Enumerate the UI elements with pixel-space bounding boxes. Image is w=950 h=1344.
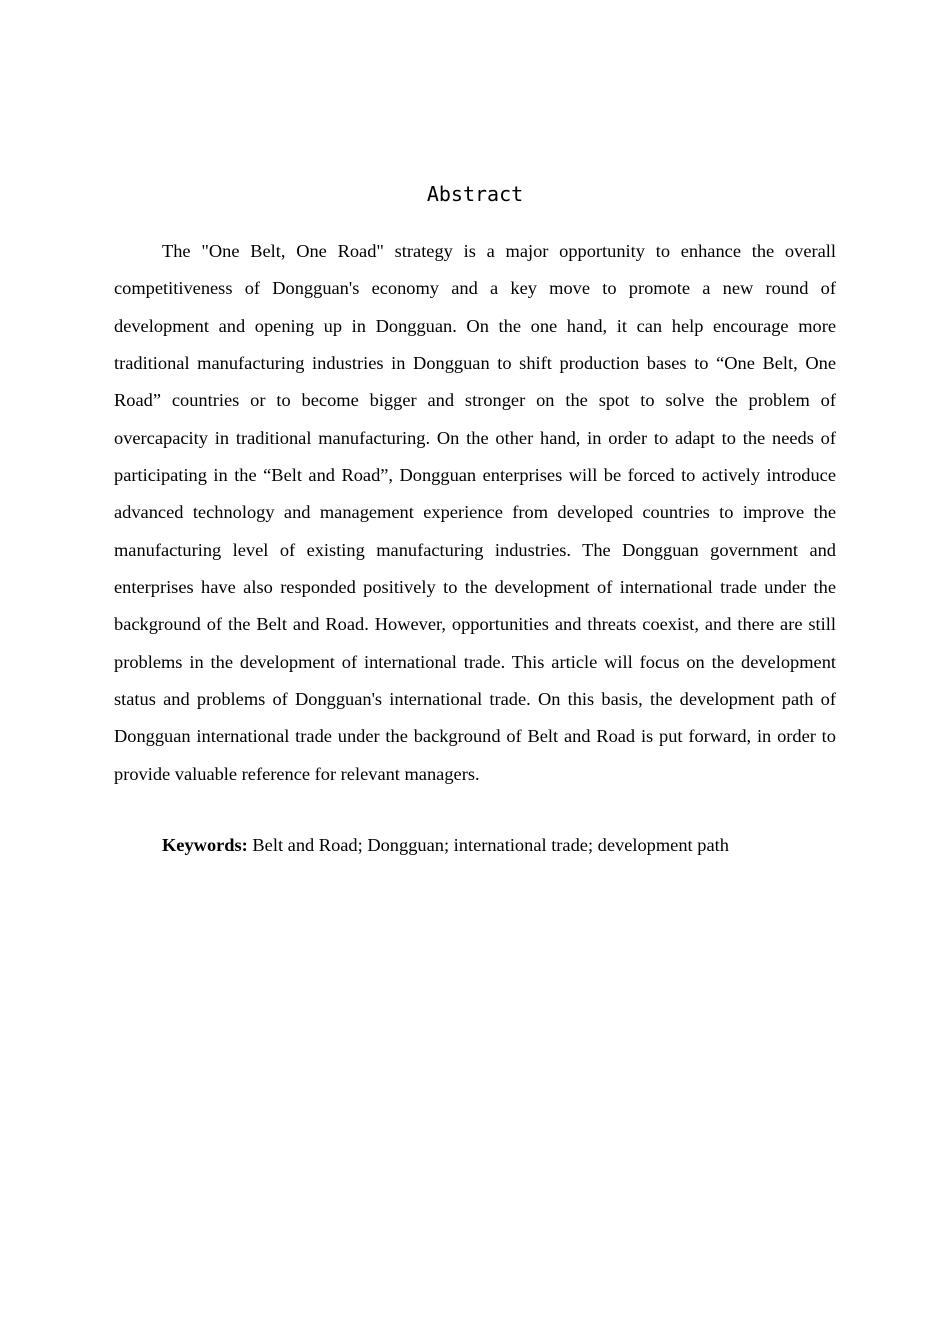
keywords-label: Keywords: xyxy=(162,835,248,855)
abstract-title: Abstract xyxy=(426,182,524,206)
abstract-body: The "One Belt, One Road" strategy is a major opportunity to enhance the overall competitiveness of Dongguan's economy and a key move to promote a new round of development and opening up in Dongguan. On the one hand, it can help encourage more traditional manufacturing industries in Dongguan to shift production bases to “One Belt, One Road” countries or to become bigger and stronger on the spot to solve the problem of overcapacity in traditional manufacturing. On the other hand, in order to adapt to the needs of participating in the “Belt and Road”, Dongguan enterprises will be forced to actively introduce advanced technology and management experience from developed countries to improve the manufacturing level of existing manufacturing industries. The Dongguan government and enterprises have also responded positively to the development of international trade under the background of the Belt and Road. However, opportunities and threats coexist, and there are still problems in the development of international trade. This article will focus on the development status and problems of Dongguan's international trade. On this basis, the development path of Dongguan international trade under the background of Belt and Road is put forward, in order to provide valuable reference for relevant managers. xyxy=(114,241,836,784)
keywords-line xyxy=(114,827,836,864)
keywords-text: Belt and Road; Dongguan; international trade; development path xyxy=(247,835,729,855)
